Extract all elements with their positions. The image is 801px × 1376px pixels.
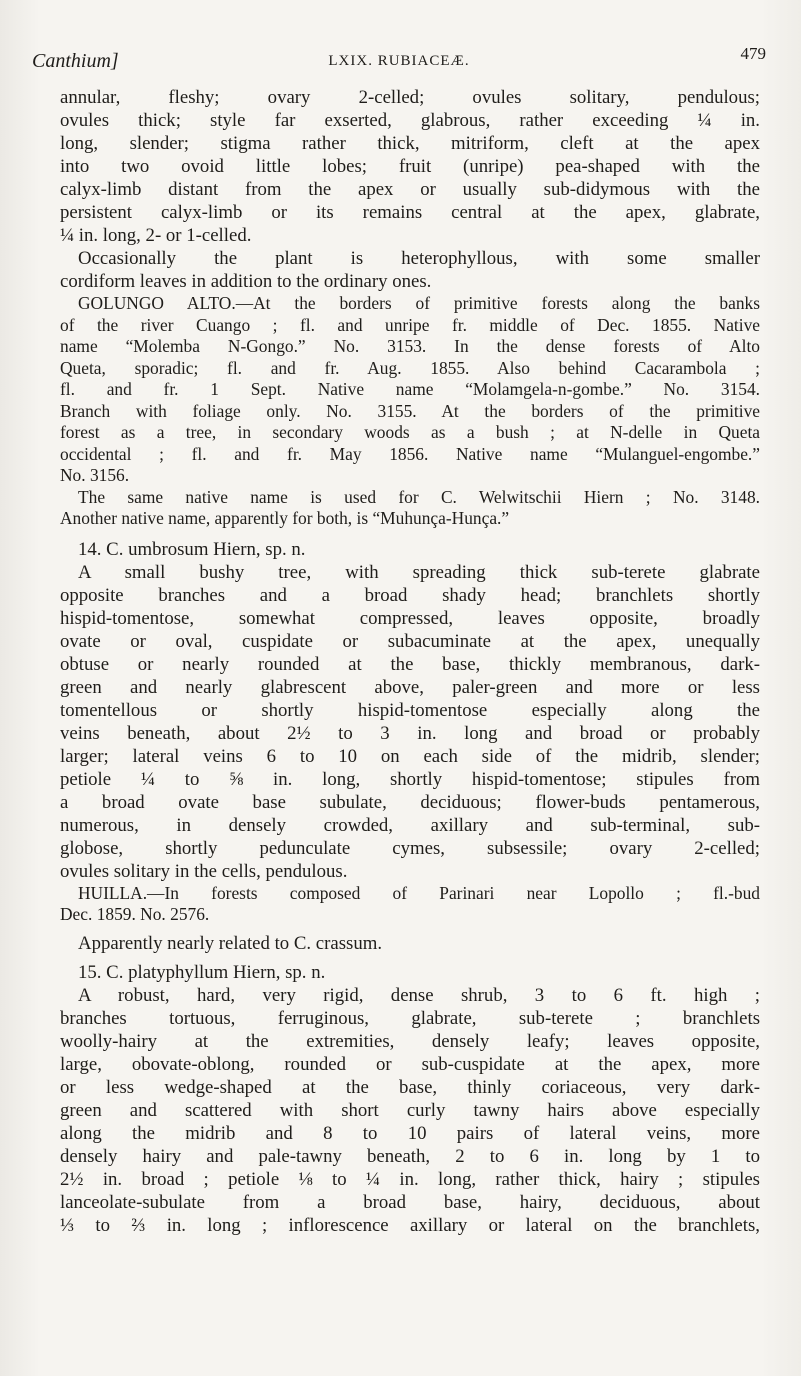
affinity-note: Apparently nearly related to C. crassum.	[78, 932, 383, 954]
text-line: long, slender; stigma rather thick, mitriform, cleft at the apex	[60, 133, 760, 154]
text-line: petiole ¼ to ⅝ in. long, shortly hispid-tomentose; stipules from	[60, 768, 760, 790]
text-line: annular, fleshy; ovary 2-celled; ovules solitary, pendulous;	[60, 87, 760, 108]
text-line: globose, shortly pedunculate cymes, subsessile; ovary 2-celled;	[60, 837, 760, 859]
text-line: The same native name is used for C. Welwitschii Hiern ; No. 3148.	[78, 486, 760, 507]
text-line: cordiform leaves in addition to the ordinary ones.	[60, 271, 432, 292]
text-line: into two ovoid little lobes; fruit (unripe) pea-shaped with the	[60, 156, 760, 177]
text-line: numerous, in densely crowded, axillary and sub-terminal, sub-	[60, 814, 760, 836]
text-line: occidental ; fl. and fr. May 1856. Native name “Mulanguel-engombe.”	[60, 443, 760, 464]
header-genus: Canthium]	[32, 50, 119, 72]
text-line: ¼ in. long, 2- or 1-celled.	[60, 225, 252, 246]
running-header	[32, 44, 766, 78]
text-line: tomentellous or shortly hispid-tomentose especially along the	[60, 699, 760, 721]
text-line: GOLUNGO ALTO.—At the borders of primitive forests along the banks	[78, 293, 760, 313]
text-line: persistent calyx-limb or its remains central at the apex, glabrate,	[60, 202, 760, 223]
text-line: ovules thick; style far exserted, glabrous, rather exceeding ¼ in.	[60, 110, 760, 131]
text-line: obtuse or nearly rounded at the base, thickly membranous, dark-	[60, 653, 760, 675]
text-line: name “Molemba N-Gongo.” No. 3153. In the dense forests of Alto	[60, 336, 760, 356]
locality-huilla	[60, 883, 760, 926]
text-line: along the midrib and 8 to 10 pairs of lateral veins, more	[60, 1122, 760, 1144]
text-line: green and nearly glabrescent above, paler-green and more or less	[60, 676, 760, 698]
text-line: forest as a tree, in secondary woods as a bush ; at N-delle in Queta	[60, 422, 760, 442]
species-14	[60, 538, 760, 883]
page-body	[60, 86, 760, 1237]
page-number: 479	[740, 44, 766, 63]
text-line: lanceolate-subulate from a broad base, hairy, deciduous, about	[60, 1191, 760, 1213]
species-heading: 14. C. umbrosum Hiern, sp. n.	[78, 538, 306, 560]
text-line: densely hairy and pale-tawny beneath, 2 to 6 in. long by 1 to	[60, 1145, 760, 1167]
locality-golungo	[60, 293, 760, 530]
description-continued	[60, 86, 760, 293]
text-line: A small bushy tree, with spreading thick sub-terete glabrate	[78, 561, 760, 583]
text-line: fl. and fr. 1 Sept. Native name “Molamgela-n-gombe.” No. 3154.	[60, 379, 760, 399]
text-line: HUILLA.—In forests composed of Parinari near Lopollo ; fl.-bud	[78, 882, 760, 903]
text-line: green and scattered with short curly tawny hairs above especially	[60, 1099, 760, 1121]
text-line: ovules solitary in the cells, pendulous.	[60, 860, 348, 882]
text-line: A robust, hard, very rigid, dense shrub, 3 to 6 ft. high ;	[78, 984, 760, 1006]
text-line: veins beneath, about 2½ to 3 in. long and broad or probably	[60, 722, 760, 744]
text-line: Occasionally the plant is heterophyllous, with some smaller	[78, 248, 760, 269]
text-line: Branch with foliage only. No. 3155. At the borders of the primitive	[60, 400, 760, 421]
text-line: or less wedge-shaped at the base, thinly coriaceous, very dark-	[60, 1076, 760, 1098]
text-line: of the river Cuango ; fl. and unripe fr. middle of Dec. 1855. Native	[60, 314, 760, 335]
text-line: hispid-tomentose, somewhat compressed, leaves opposite, broadly	[60, 607, 760, 629]
text-line: large, obovate-oblong, rounded or sub-cuspidate at the apex, more	[60, 1053, 760, 1075]
text-line: a broad ovate base subulate, deciduous; flower-buds pentamerous,	[60, 791, 760, 813]
text-line: calyx-limb distant from the apex or usually sub-didymous with the	[60, 179, 760, 200]
text-line: larger; lateral veins 6 to 10 on each side of the midrib, slender;	[60, 745, 760, 767]
text-line: No. 3156.	[60, 465, 130, 485]
text-line: 2½ in. broad ; petiole ⅛ to ¼ in. long, rather thick, hairy ; stipules	[60, 1168, 760, 1190]
species-heading: 15. C. platyphyllum Hiern, sp. n.	[78, 961, 326, 983]
text-line: woolly-hairy at the extremities, densely leafy; leaves opposite,	[60, 1030, 760, 1052]
text-line: ovate or oval, cuspidate or subacuminate at the apex, unequally	[60, 630, 760, 652]
text-line: Dec. 1859. No. 2576.	[60, 904, 210, 924]
text-line: branches tortuous, ferruginous, glabrate, sub-terete ; branchlets	[60, 1007, 760, 1029]
header-family: LXIX. RUBIACEÆ.	[328, 53, 470, 69]
text-line: ⅓ to ⅔ in. long ; inflorescence axillary or lateral on the branchlets,	[60, 1214, 760, 1236]
species-15	[60, 961, 760, 1237]
text-line: Another native name, apparently for both, is “Muhunça-Hunça.”	[60, 508, 510, 528]
text-line: opposite branches and a broad shady head; branchlets shortly	[60, 584, 760, 606]
text-line: Queta, sporadic; fl. and fr. Aug. 1855. Also behind Cacarambola ;	[60, 357, 760, 378]
